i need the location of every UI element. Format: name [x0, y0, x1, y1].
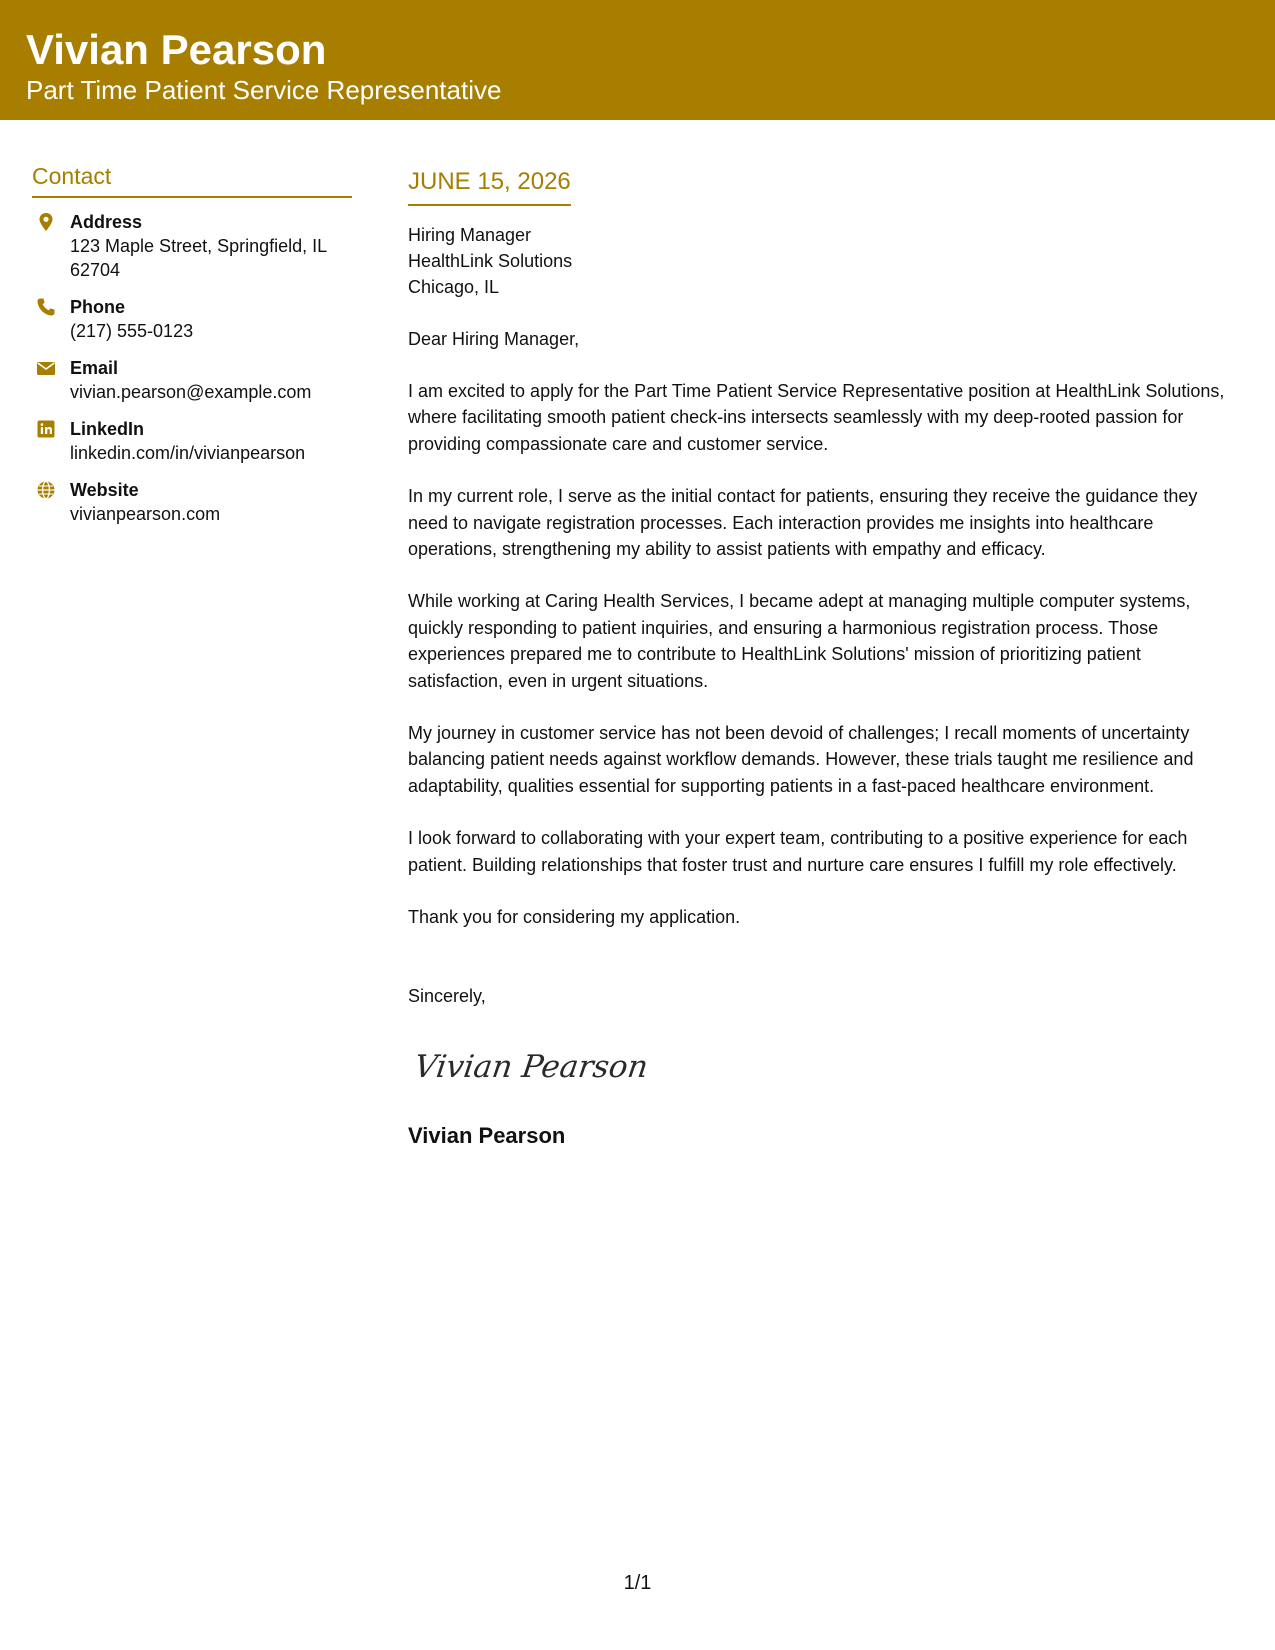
- salutation: Dear Hiring Manager,: [408, 329, 580, 349]
- contact-sidebar: [32, 160, 352, 539]
- phone-value: (217) 555-0123: [70, 321, 194, 341]
- globe-icon: [36, 480, 56, 500]
- signer-name: Vivian Pearson: [408, 1122, 566, 1148]
- applicant-name: Vivian Pearson: [26, 26, 327, 73]
- contact-item-phone: [32, 295, 352, 343]
- envelope-icon: [36, 358, 56, 378]
- recipient-line: HealthLink Solutions: [408, 251, 573, 271]
- body-paragraph: My journey in customer service has not been devoid of challenges; I recall moments of uncertainty balancing patient needs against workflow demands. However, these trials taught me resilience and adaptability, qualities essential for supporting patients in a fast-paced healthcare environment.: [408, 723, 1194, 796]
- letter-body: [408, 164, 1240, 1150]
- phone-icon: [36, 297, 56, 317]
- contact-item-website: [32, 478, 352, 526]
- signature-text: Vivian Pearson: [416, 1048, 651, 1085]
- recipient-block: [408, 222, 1240, 300]
- linkedin-icon: [36, 419, 56, 439]
- contact-item-email: [32, 356, 352, 404]
- body-paragraph: I am excited to apply for the Part Time Patient Service Representative position at HealthLink Solutions, where facilitating smooth patient check-ins intersects seamlessly with my deep-rooted passion for providing compassionate care and customer service.: [408, 381, 1225, 454]
- body-paragraph: While working at Caring Health Services, I became adept at managing multiple computer systems, quickly responding to patient inquiries, and ensuring a harmonious registration process. Those experiences prepared me to contribute to HealthLink Solutions' mission of prioritizing patient satisfaction, even in urgent situations.: [408, 591, 1191, 691]
- contact-label: Website: [70, 480, 139, 500]
- address-value: 123 Maple Street, Springfield, IL 62704: [70, 236, 327, 280]
- contact-label: LinkedIn: [70, 419, 145, 439]
- website-value[interactable]: vivianpearson.com: [70, 504, 221, 524]
- header-banner: [0, 0, 1275, 120]
- contact-label: Phone: [70, 297, 126, 317]
- contact-label: Email: [70, 358, 119, 378]
- contact-heading: Contact: [32, 160, 352, 198]
- job-title: Part Time Patient Service Representative: [26, 75, 502, 105]
- linkedin-value[interactable]: linkedin.com/in/vivianpearson: [70, 443, 306, 463]
- closing: Sincerely,: [408, 985, 486, 1006]
- signature-image: [416, 1029, 676, 1099]
- contact-label: Address: [70, 212, 143, 232]
- letter-date: JUNE 15, 2026: [408, 164, 571, 206]
- recipient-line: Chicago, IL: [408, 277, 500, 297]
- body-paragraph: Thank you for considering my application.: [408, 907, 741, 928]
- recipient-line: Hiring Manager: [408, 225, 532, 245]
- map-pin-icon: [36, 212, 56, 232]
- body-paragraph: In my current role, I serve as the initial contact for patients, ensuring they receive the guidance they need to navigate registration processes. Each interaction provides me insights into healthcare operations, strengthening my ability to assist patients with empathy and efficacy.: [408, 486, 1198, 560]
- body-paragraph: I look forward to collaborating with your expert team, contributing to a positive experience for each patient. Building relationships that foster trust and nurture care ensures I fulfill my role effectively.: [408, 828, 1188, 875]
- contact-item-address: [32, 210, 352, 282]
- page-number: 1/1: [623, 1572, 652, 1594]
- contact-item-linkedin: [32, 417, 352, 465]
- email-value[interactable]: vivian.pearson@example.com: [70, 382, 312, 402]
